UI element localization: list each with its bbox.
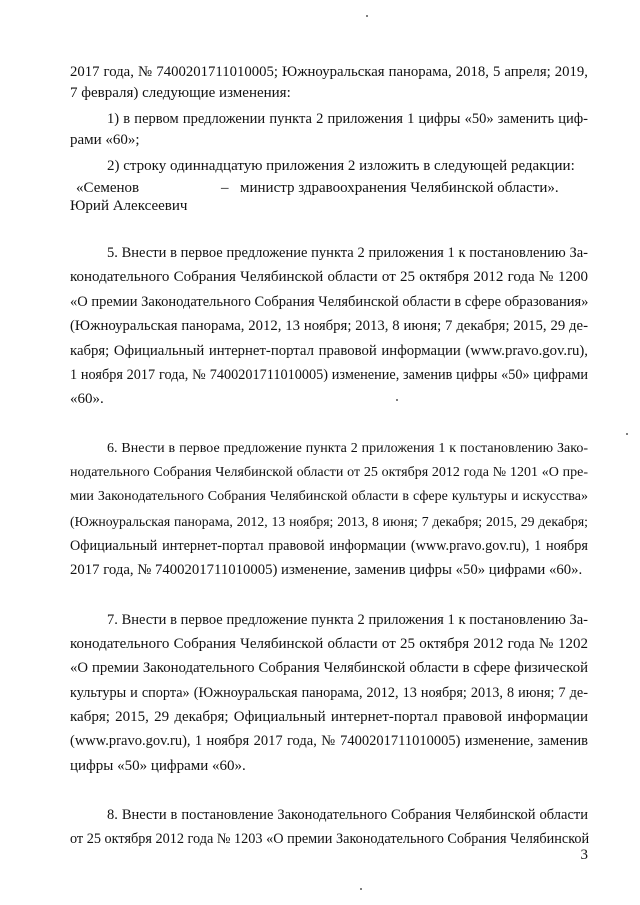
- paragraph-7-line: (www.pravo.gov.ru), 1 ноября 2017 года, № 7400201711010005) изменение, заменив: [70, 733, 588, 749]
- page-number: 3: [580, 847, 588, 863]
- paragraph-7-line: «О премии Законодательного Собрания Челябинской области в сфере физической: [70, 660, 588, 676]
- scan-speck: [366, 15, 368, 17]
- paragraph-6-line: нодательного Собрания Челябинской области от 25 октября 2012 года № 1201 «О пре-: [70, 465, 588, 480]
- paragraph-6-line: Официальный интернет-портал правовой информации (www.pravo.gov.ru), 1 ноября: [70, 538, 588, 554]
- paragraph-7-line: цифры «50» цифрами «60».: [70, 758, 246, 774]
- paragraph-7-line: конодательного Собрания Челябинской области от 25 октября 2012 года № 1202: [70, 636, 588, 652]
- intro-line: 7 февраля) следующие изменения:: [70, 85, 291, 101]
- entry-name-line2: Юрий Алексеевич: [70, 198, 188, 214]
- paragraph-6-line: 2017 года, № 7400201711010005) изменение, заменив цифры «50» цифрами «60».: [70, 562, 583, 578]
- paragraph-7-line: 7. Внести в первое предложение пункта 2 приложения 1 к постановлению За-: [107, 612, 588, 628]
- intro-line: 2017 года, № 7400201711010005; Южноуральская панорама, 2018, 5 апреля; 2019,: [70, 64, 588, 80]
- item-1-line: рами «60»;: [70, 132, 140, 148]
- paragraph-5-line: конодательного Собрания Челябинской области от 25 октября 2012 года № 1200: [70, 269, 588, 285]
- paragraph-7-line: культуры и спорта» (Южноуральская панорама, 2012, 13 ноября; 2013, 8 июня; 7 де-: [70, 685, 588, 701]
- entry-position: министр здравоохранения Челябинской области».: [240, 180, 559, 196]
- paragraph-5-line: 1 ноября 2017 года, № 7400201711010005) изменение, заменив цифры «50» цифрами: [70, 367, 588, 383]
- paragraph-6-line: мии Законодательного Собрания Челябинской области в сфере культуры и искусства»: [70, 489, 588, 504]
- paragraph-5-line: кабря; Официальный интернет-портал правовой информации (www.pravo.gov.ru),: [70, 343, 588, 359]
- paragraph-5-line: (Южноуральская панорама, 2012, 13 ноября; 2013, 8 июня; 7 декабря; 2015, 29 де-: [70, 318, 588, 334]
- paragraph-5-line: «О премии Законодательного Собрания Челябинской области в сфере образования»: [70, 294, 589, 310]
- item-1-line: 1) в первом предложении пункта 2 приложения 1 цифры «50» заменить циф-: [107, 111, 588, 127]
- paragraph-5-line: 5. Внести в первое предложение пункта 2 приложения 1 к постановлению За-: [107, 245, 588, 261]
- paragraph-7-line: кабря; 2015, 29 декабря; Официальный интернет-портал правовой информации: [70, 709, 588, 725]
- paragraph-8-line: 8. Внести в постановление Законодательного Собрания Челябинской области: [107, 807, 588, 823]
- entry-dash: –: [221, 180, 229, 196]
- paragraph-6-line: 6. Внести в первое предложение пункта 2 приложения 1 к постановлению Зако-: [107, 441, 588, 456]
- paragraph-8-line: от 25 октября 2012 года № 1203 «О премии Законодательного Собрания Челябинской: [70, 831, 590, 847]
- scan-speck: [626, 433, 628, 435]
- item-2-line: 2) строку одиннадцатую приложения 2 изложить в следующей редакции:: [107, 158, 575, 174]
- entry-name-line1: «Семенов: [76, 180, 140, 196]
- scan-speck: [360, 888, 362, 890]
- paragraph-5-line: «60».: [70, 391, 104, 407]
- paragraph-6-line: (Южноуральская панорама, 2012, 13 ноября; 2013, 8 июня; 7 декабря; 2015, 29 декабря;: [70, 514, 588, 529]
